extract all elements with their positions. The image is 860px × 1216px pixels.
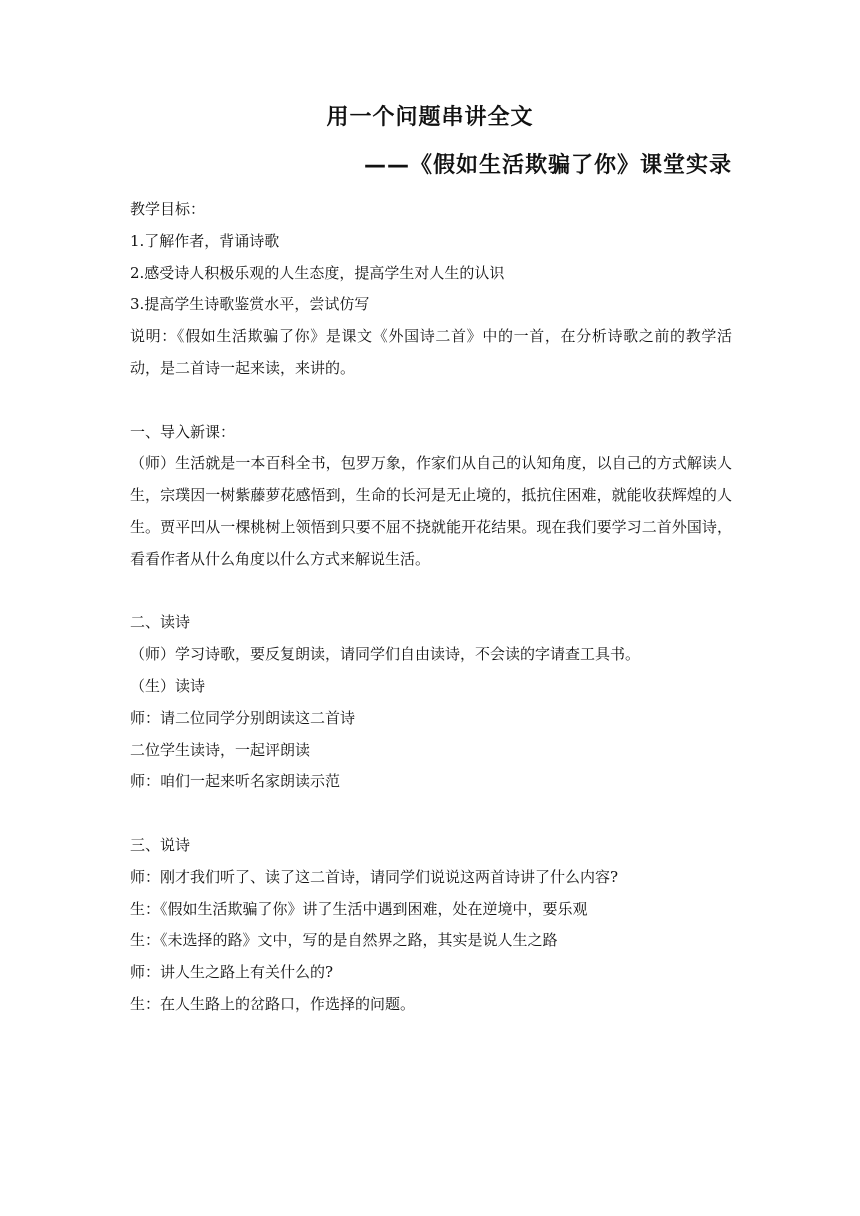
goal-item: 2.感受诗人积极乐观的人生态度，提高学生对人生的认识 xyxy=(130,263,505,282)
document-title: 用一个问题串讲全文 xyxy=(326,105,534,130)
goals-heading: 教学目标： xyxy=(130,200,206,218)
spacer xyxy=(130,798,732,830)
dialogue-line: 师：咱们一起来听名家朗读示范 xyxy=(130,772,341,791)
dialogue-line: 生：在人生路上的岔路口，作选择的问题。 xyxy=(130,994,416,1013)
section-heading-read: 二、读诗 xyxy=(130,613,191,632)
dialogue-line: 生：《未选择的路》文中，写的是自然界之路，其实是说人生之路 xyxy=(130,931,558,950)
document-subtitle: ——《假如生活欺骗了你》课堂实录 xyxy=(363,153,732,178)
dialogue-line: 生：《假如生活欺骗了你》讲了生活中遇到困难，处在逆境中，要乐观 xyxy=(130,899,588,918)
spacer xyxy=(130,385,732,417)
section-heading-intro: 一、导入新课： xyxy=(130,422,236,441)
section-heading-discuss: 三、说诗 xyxy=(130,835,191,854)
dialogue-line: 师：请二位同学分别朗读这二首诗 xyxy=(130,708,356,727)
dialogue-line: 师：刚才我们听了、读了这二首诗，请同学们说说这两首诗讲了什么内容? xyxy=(130,867,619,886)
document-body xyxy=(130,194,732,1021)
dialogue-line: 二位学生读诗，一起评朗读 xyxy=(130,740,311,759)
spacer xyxy=(130,576,732,608)
intro-paragraph: （师）生活就是一本百科全书，包罗万象，作家们从自己的认知角度，以自己的方式解读人生，宗璞因一树紫藤萝花感悟到，生命的长河是无止境的，抵抗住困难，就能收获辉煌的人生。贾平凹从一棵桃树上领悟到只要不屈不挠就能开花结果。现在我们要学习二首外国诗，看看作者从什么角度以什么方式来解说生活。 xyxy=(130,454,732,568)
dialogue-line: （生）读诗 xyxy=(130,676,206,695)
dialogue-line: 师：讲人生之路上有关什么的? xyxy=(130,963,334,982)
goal-item: 3.提高学生诗歌鉴赏水平，尝试仿写 xyxy=(130,295,370,314)
note-paragraph: 说明：《假如生活欺骗了你》是课文《外国诗二首》中的一首，在分析诗歌之前的教学活动，是二首诗一起来读，来讲的。 xyxy=(130,327,732,377)
goal-item: 1.了解作者，背诵诗歌 xyxy=(130,231,280,250)
dialogue-line: （师）学习诗歌，要反复朗读，请同学们自由读诗，不会读的字请查工具书。 xyxy=(130,645,641,664)
